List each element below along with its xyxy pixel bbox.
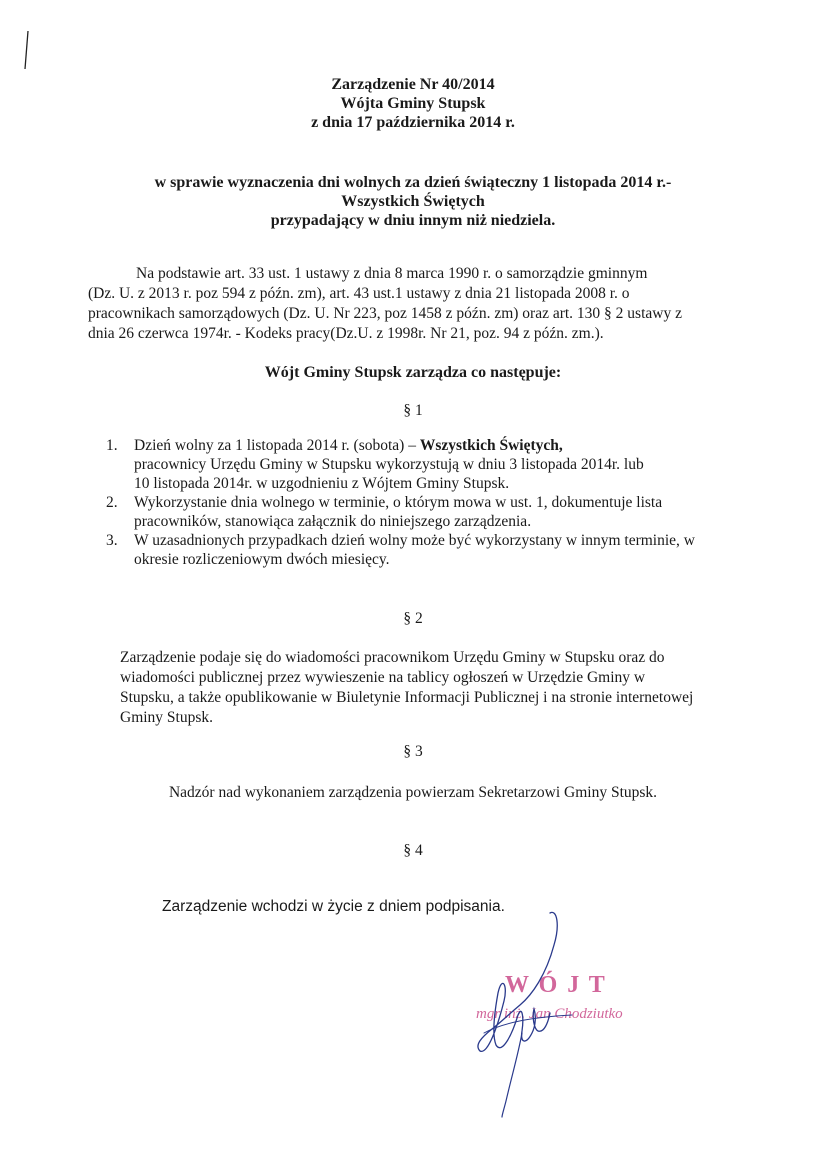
- section-3-heading: § 3: [403, 743, 423, 760]
- subject-line-3: przypadający w dniu innym niż niedziela.: [270, 212, 556, 229]
- subject-line-1: w sprawie wyznaczenia dni wolnych za dzień świąteczny 1 listopada 2014 r.-: [154, 174, 672, 191]
- margin-pen-mark: [22, 30, 32, 70]
- preamble-line-1: Na podstawie art. 33 ust. 1 ustawy z dnia 8 marca 1990 r. o samorządzie gminnym: [136, 265, 648, 282]
- list-item-text: W uzasadnionych przypadkach dzień wolny może być wykorzystany w innym terminie, w: [134, 532, 695, 549]
- list-item-text: 10 listopada 2014r. w uzgodnieniu z Wójtem Gminy Stupsk.: [134, 475, 510, 492]
- decree-date: z dnia 17 października 2014 r.: [311, 114, 515, 131]
- section-2-line-3: Stupsku, a także opublikowanie w Biuletynie Informacji Publicznej i na stronie internetowej: [120, 689, 694, 706]
- list-item-text: pracowników, stanowiąca załącznik do niniejszego zarządzenia.: [134, 513, 532, 530]
- section-3-text: Nadzór nad wykonaniem zarządzenia powierzam Sekretarzowi Gminy Stupsk.: [168, 784, 658, 801]
- subject-line-2: Wszystkich Świętych: [341, 193, 485, 210]
- list-item: [106, 531, 756, 569]
- decree-number: Zarządzenie Nr 40/2014: [331, 76, 495, 93]
- stamp-name: mgr inż. Jan Chodziutko: [476, 1006, 623, 1022]
- preamble-line-4: dnia 26 czerwca 1974r. - Kodeks pracy(Dz.U. z 1998r. Nr 21, poz. 94 z późn. zm.).: [88, 325, 604, 342]
- stamp-title: W Ó J T: [505, 972, 607, 998]
- list-item-number: 1.: [106, 437, 118, 454]
- section-2-heading: § 2: [403, 610, 423, 627]
- list-item-number: 3.: [106, 532, 118, 549]
- list-item-text: okresie rozliczeniowym dwóch miesięcy.: [134, 551, 390, 568]
- section-1-heading: § 1: [403, 402, 423, 419]
- section-2-line-2: wiadomości publicznej przez wywieszenie na tablicy ogłoszeń w Urzędzie Gminy w: [120, 669, 646, 686]
- preamble-line-2: (Dz. U. z 2013 r. poz 594 z późn. zm), art. 43 ust.1 ustawy z dnia 21 listopada 2008 r. o: [88, 285, 630, 302]
- holiday-name: Wszystkich Świętych,: [419, 437, 563, 454]
- list-item-text: Dzień wolny za 1 listopada 2014 r. (sobota) –: [134, 437, 420, 454]
- list-item-text: Wykorzystanie dnia wolnego w terminie, o którym mowa w ust. 1, dokumentuje lista: [134, 494, 663, 511]
- section-2-line-4: Gminy Stupsk.: [120, 709, 214, 726]
- section-1-list: [106, 436, 756, 569]
- signature: [462, 905, 582, 1120]
- section-4-heading: § 4: [403, 842, 423, 859]
- list-item: [106, 493, 756, 531]
- section-4-text: Zarządzenie wchodzi w życie z dniem podpisania.: [162, 898, 505, 915]
- list-item-number: 2.: [106, 494, 118, 511]
- issuer: Wójta Gminy Stupsk: [340, 95, 486, 112]
- list-item-text: pracownicy Urzędu Gminy w Stupsku wykorzystują w dniu 3 listopada 2014r. lub: [134, 456, 644, 473]
- preamble-line-3: pracownikach samorządowych (Dz. U. Nr 223, poz 1458 z późn. zm) oraz art. 130 § 2 ustawy z: [88, 305, 682, 322]
- list-item: [106, 436, 756, 493]
- section-2-line-1: Zarządzenie podaje się do wiadomości pracownikom Urzędu Gminy w Stupsku oraz do: [120, 649, 665, 666]
- decree-heading: Wójt Gminy Stupsk zarządza co następuje:: [264, 364, 562, 381]
